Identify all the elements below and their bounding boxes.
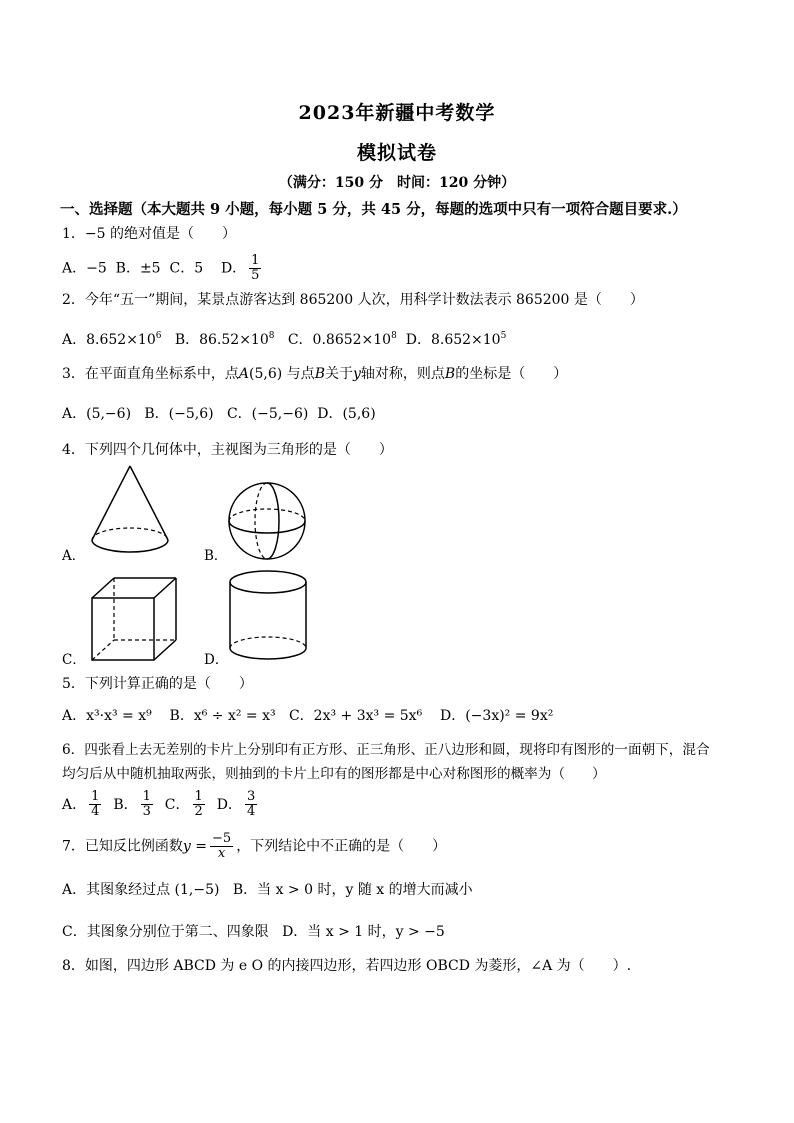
question-3-options	[62, 404, 376, 424]
option-b: B．$86.52\times 10^8$	[174, 331, 275, 348]
option-c: C． $\frac{1}{2}$	[164, 789, 203, 819]
option-d-prefix: D．	[220, 260, 247, 277]
option-c: C．2x³ + 3x³ = 5x⁶	[288, 708, 423, 724]
option-c: C．其图象分别位于第二、四象限	[62, 924, 269, 940]
option-d: D．(−3x)² = 9x²	[440, 708, 554, 724]
cone-figure	[80, 462, 180, 562]
cube-figure	[86, 574, 182, 666]
option-c: C．5	[169, 260, 204, 277]
option-d: D．$8.652\times 10^5$	[405, 331, 507, 348]
fraction: $\frac{1}{5}$	[251, 253, 260, 283]
figure-label-d: D．	[204, 652, 229, 668]
question-7-options-row1	[62, 880, 473, 900]
figure-label-a: A．	[62, 548, 86, 564]
question-1-stem: 1．−5 的绝对值是（ ）	[62, 226, 236, 242]
question-1-options	[62, 254, 264, 283]
option-d: D．当 x > 1 时，y > −5	[282, 924, 445, 940]
figure-label-b: B．	[204, 548, 228, 564]
question-6-stem-line2: 均匀后从中随机抽取两张，则抽到的卡片上印有的图形都是中心对称图形的概率为（ ）	[62, 766, 606, 782]
option-b: B．x⁶ ÷ x² = x³	[169, 708, 276, 724]
sphere-figure	[224, 480, 310, 562]
question-6-stem-line1: 6．四张看上去无差别的卡片上分别印有正方形、正三角形、正八边形和圆，现将印有图形的一面朝下，混合	[62, 742, 710, 758]
question-5-stem: 5．下列计算正确的是（ ）	[62, 676, 253, 692]
question-6-options	[62, 790, 260, 819]
exam-subtitle: 模拟试卷	[356, 142, 437, 164]
option-a: A．x³·x³ = x⁹	[62, 708, 152, 724]
question-2-options	[62, 326, 506, 350]
option-c: C．$0.8652\times 10^8$	[287, 331, 397, 348]
section-heading: 一、选择题（本大题共 9 小题，每小题 5 分，共 45 分，每题的选项中只有一项符合题目要求.）	[60, 201, 687, 218]
exam-title: 2023年新疆中考数学	[298, 102, 496, 124]
option-a: A．−5	[62, 260, 107, 277]
figure-label-c: C．	[62, 652, 86, 668]
cylinder-figure	[226, 568, 310, 664]
question-2-stem: 2．今年“五一”期间，某景点游客达到 865200 人次，用科学计数法表示 865200 是（ ）	[62, 292, 644, 308]
question-7-stem: 7．已知反比例函数y = $\frac{-5}{x}$ ，下列结论中不正确的是（ ）	[62, 831, 447, 861]
option-a: A．(5,−6)	[62, 406, 132, 422]
option-d: D．(5,6)	[317, 406, 376, 422]
option-a: A．$8.652\times 10^6$	[62, 331, 162, 348]
question-4-stem: 4．下列四个几何体中，主视图为三角形的是（ ）	[62, 442, 393, 458]
option-b: B．±5	[115, 260, 161, 277]
question-7-options-row2	[62, 922, 445, 942]
option-b: B．当 x > 0 时，y 随 x 的增大而减小	[232, 882, 473, 898]
option-b: B．(−5,6)	[144, 406, 214, 422]
option-c: C．(−5,−6)	[226, 406, 309, 422]
option-d: D． $\frac{3}{4}$	[216, 789, 256, 819]
option-b: B． $\frac{1}{3}$	[113, 789, 151, 819]
option-a: A．其图象经过点 (1,−5)	[62, 882, 220, 898]
exam-meta: （满分：150 分 时间：120 分钟）	[278, 175, 516, 191]
question-3-stem: 3．在平面直角坐标系中，点A(5,6) 与点B关于y轴对称，则点B的坐标是（ ）	[62, 366, 568, 382]
question-5-options	[62, 706, 553, 726]
question-8-stem: 8．如图，四边形 ABCD 为 e O 的内接四边形，若四边形 OBCD 为菱形，∠A 为（ ）.	[62, 958, 632, 974]
option-a: A． $\frac{1}{4}$	[62, 789, 100, 819]
